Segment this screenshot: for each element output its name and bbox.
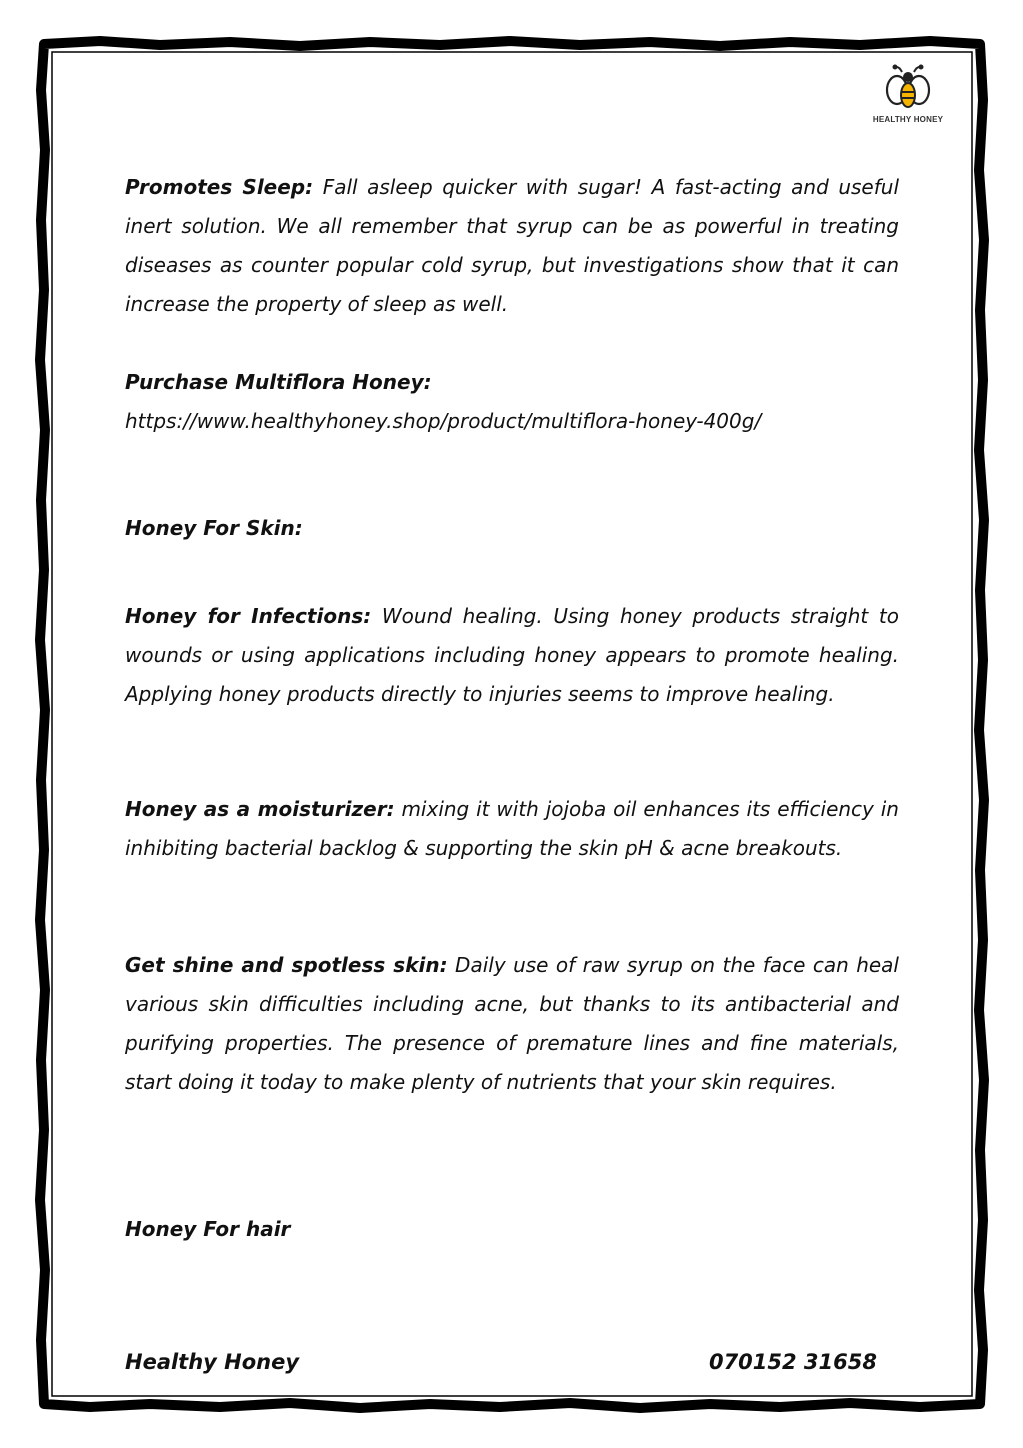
label-infections: Honey for Infections: — [125, 604, 372, 628]
purchase-link[interactable]: https://www.healthyhoney.shop/product/multiflora-honey-400g/ — [125, 409, 762, 433]
footer-phone: 070152 31658 — [708, 1350, 877, 1374]
label-shine: Get shine and spotless skin: — [125, 953, 448, 977]
page-footer — [125, 1350, 877, 1374]
brand-logo — [858, 62, 958, 124]
paragraph-infections — [125, 597, 899, 714]
footer-brand: Healthy Honey — [125, 1350, 300, 1374]
heading-honey-for-hair: Honey For hair — [125, 1217, 291, 1241]
bee-icon — [882, 62, 934, 114]
paragraph-purchase — [125, 363, 899, 441]
heading-honey-for-skin: Honey For Skin: — [125, 516, 303, 540]
label-purchase: Purchase Multiflora Honey: — [125, 370, 432, 394]
paragraph-shine — [125, 946, 899, 1102]
text-moisturizer: mixing it with jojoba oil enhances its efficiency in inhibiting bacterial backlog & supporting the skin pH & acne breakouts. — [125, 797, 899, 860]
label-promotes-sleep: Promotes Sleep: — [125, 175, 314, 199]
text-promotes-sleep: Fall asleep quicker with sugar! A fast-acting and useful inert solution. We all remember that syrup can be as powerful in treating diseases as counter popular cold syrup, but investigations show that it can increase the property of sleep as well. — [125, 175, 900, 316]
paragraph-promotes-sleep — [125, 168, 899, 324]
logo-text: HEALTHY HONEY — [872, 115, 944, 124]
text-infections: Wound healing. Using honey products straight to wounds or using applications including honey appears to promote healing. Applying honey products directly to injuries seems to improve healing. — [125, 604, 899, 706]
label-moisturizer: Honey as a moisturizer: — [125, 797, 395, 821]
paragraph-moisturizer — [125, 790, 899, 868]
text-shine: Daily use of raw syrup on the face can heal various skin difficulties including acne, but thanks to its antibacterial and purifying properties. The presence of premature lines and fine materials, start doing it today to make plenty of nutrients that your skin requires. — [125, 953, 899, 1094]
